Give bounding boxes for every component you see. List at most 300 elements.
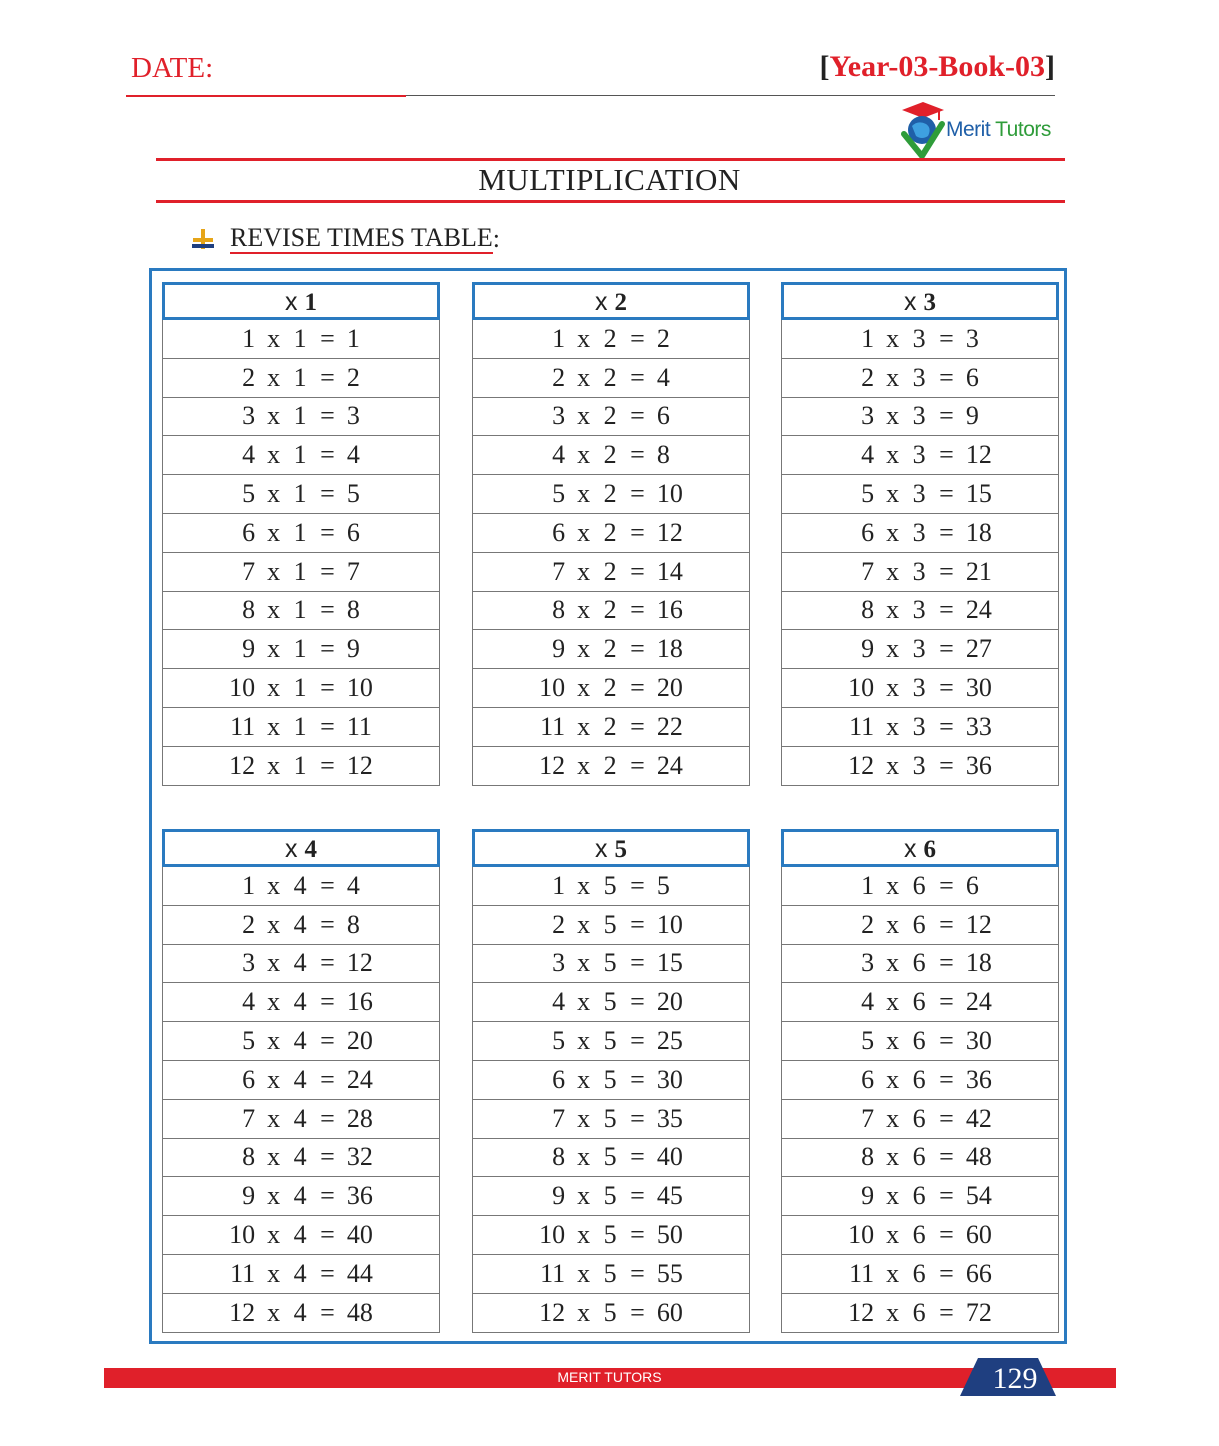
times-sign: x <box>577 401 591 431</box>
multiplier: 2 <box>603 595 617 625</box>
multiplicand: 2 <box>242 909 256 939</box>
merit-tutors-logo <box>898 100 1058 158</box>
multiplier: 1 <box>293 634 307 664</box>
product: 30 <box>965 1026 992 1056</box>
logo-text-merit: Merit <box>946 118 991 141</box>
multiplicand: 10 <box>848 673 875 703</box>
equals-sign: = <box>320 1103 335 1133</box>
multiplicand: 12 <box>539 750 566 780</box>
multiplicand: 3 <box>552 401 566 431</box>
product: 1 <box>346 323 360 353</box>
multiplier: 4 <box>293 1181 307 1211</box>
table-row <box>472 867 750 906</box>
date-label: DATE: <box>131 52 214 84</box>
times-table-5 <box>472 829 750 1333</box>
multiplicand: 11 <box>230 711 256 741</box>
multiplicand: 8 <box>242 1142 256 1172</box>
equals-sign: = <box>320 1142 335 1172</box>
table-row <box>781 1177 1059 1216</box>
equals-sign: = <box>939 401 954 431</box>
multiplier: 2 <box>603 323 617 353</box>
times-sign: x <box>886 323 900 353</box>
multiplicand: 6 <box>552 1064 566 1094</box>
equals-sign: = <box>320 1297 335 1327</box>
equals-sign: = <box>320 595 335 625</box>
table-row <box>162 398 440 437</box>
multiplicand: 4 <box>242 440 256 470</box>
times-table-4 <box>162 829 440 1333</box>
multiplicand: 9 <box>861 1181 875 1211</box>
multiplicand: 4 <box>552 987 566 1017</box>
multiplier: 1 <box>293 479 307 509</box>
table-row <box>781 1294 1059 1333</box>
table-row <box>472 320 750 359</box>
times-sign: x <box>886 362 900 392</box>
product: 12 <box>346 750 373 780</box>
multiplicand: 8 <box>861 595 875 625</box>
table-row <box>781 1139 1059 1178</box>
multiplicand: 2 <box>552 909 566 939</box>
product: 36 <box>346 1181 373 1211</box>
multiplicand: 3 <box>242 401 256 431</box>
table-row <box>162 708 440 747</box>
table-row <box>162 1022 440 1061</box>
multiplier: 1 <box>293 323 307 353</box>
multiplier: 3 <box>912 362 926 392</box>
product: 22 <box>656 711 683 741</box>
multiplier: 4 <box>293 1103 307 1133</box>
table-row <box>162 906 440 945</box>
table-row <box>781 320 1059 359</box>
multiplier: 5 <box>603 1181 617 1211</box>
multiplier: 6 <box>912 1220 926 1250</box>
title-rule-top <box>156 158 1065 161</box>
table-header-prefix: x <box>595 288 608 316</box>
multiplicand: 2 <box>242 362 256 392</box>
equals-sign: = <box>630 1220 645 1250</box>
page-number: 129 <box>992 1362 1038 1395</box>
multiplier: 4 <box>293 909 307 939</box>
table-row <box>781 1255 1059 1294</box>
table-row <box>472 669 750 708</box>
table-row <box>781 1061 1059 1100</box>
multiplicand: 4 <box>552 440 566 470</box>
table-row <box>781 630 1059 669</box>
times-sign: x <box>886 870 900 900</box>
table-row <box>472 747 750 786</box>
multiplier: 5 <box>603 1297 617 1327</box>
multiplicand: 1 <box>861 323 875 353</box>
equals-sign: = <box>320 1026 335 1056</box>
multiplier: 5 <box>603 1103 617 1133</box>
multiplier: 1 <box>293 401 307 431</box>
multiplier: 1 <box>293 362 307 392</box>
product: 20 <box>346 1026 373 1056</box>
multiplier: 6 <box>912 909 926 939</box>
table-row <box>781 359 1059 398</box>
product: 15 <box>965 479 992 509</box>
multiplier: 3 <box>912 517 926 547</box>
times-sign: x <box>267 1103 281 1133</box>
table-row <box>162 320 440 359</box>
multiplier: 1 <box>293 673 307 703</box>
multiplicand: 3 <box>242 948 256 978</box>
times-sign: x <box>886 909 900 939</box>
table-header-prefix: x <box>285 288 298 316</box>
product: 36 <box>965 750 992 780</box>
multiplier: 3 <box>912 750 926 780</box>
equals-sign: = <box>939 909 954 939</box>
multiplicand: 8 <box>242 595 256 625</box>
multiplicand: 1 <box>552 870 566 900</box>
multiplier: 4 <box>293 1064 307 1094</box>
times-sign: x <box>886 517 900 547</box>
times-sign: x <box>577 1142 591 1172</box>
multiplicand: 6 <box>861 1064 875 1094</box>
multiplicand: 4 <box>242 987 256 1017</box>
product: 8 <box>656 440 670 470</box>
times-sign: x <box>577 440 591 470</box>
equals-sign: = <box>630 1026 645 1056</box>
multiplicand: 5 <box>242 1026 256 1056</box>
multiplicand: 7 <box>242 556 256 586</box>
equals-sign: = <box>939 517 954 547</box>
table-row <box>472 1216 750 1255</box>
multiplicand: 5 <box>552 479 566 509</box>
times-sign: x <box>577 479 591 509</box>
multiplier: 6 <box>912 870 926 900</box>
times-sign: x <box>886 1297 900 1327</box>
equals-sign: = <box>939 1220 954 1250</box>
equals-sign: = <box>939 556 954 586</box>
product: 6 <box>965 870 979 900</box>
times-sign: x <box>267 1181 281 1211</box>
product: 12 <box>656 517 683 547</box>
times-sign: x <box>886 1181 900 1211</box>
multiplicand: 9 <box>242 634 256 664</box>
equals-sign: = <box>630 1064 645 1094</box>
multiplicand: 10 <box>848 1220 875 1250</box>
equals-sign: = <box>939 870 954 900</box>
page-title: MULTIPLICATION <box>478 162 741 197</box>
table-row <box>162 747 440 786</box>
multiplier: 3 <box>912 323 926 353</box>
product: 54 <box>965 1181 992 1211</box>
times-sign: x <box>267 1026 281 1056</box>
equals-sign: = <box>320 870 335 900</box>
equals-sign: = <box>320 440 335 470</box>
product: 14 <box>656 556 683 586</box>
multiplicand: 10 <box>229 673 256 703</box>
product: 8 <box>346 909 360 939</box>
times-sign: x <box>886 595 900 625</box>
multiplier: 6 <box>912 1142 926 1172</box>
table-row <box>781 514 1059 553</box>
multiplicand: 6 <box>242 517 256 547</box>
times-sign: x <box>886 750 900 780</box>
product: 27 <box>965 634 992 664</box>
product: 72 <box>965 1297 992 1327</box>
table-row <box>781 747 1059 786</box>
multiplier: 2 <box>603 479 617 509</box>
equals-sign: = <box>630 440 645 470</box>
multiplier: 2 <box>603 673 617 703</box>
section-heading-text: REVISE TIMES TABLE <box>230 223 493 252</box>
multiplicand: 6 <box>861 517 875 547</box>
multiplicand: 9 <box>861 634 875 664</box>
product: 18 <box>965 948 992 978</box>
equals-sign: = <box>630 948 645 978</box>
product: 15 <box>656 948 683 978</box>
table-row <box>472 359 750 398</box>
multiplicand: 2 <box>861 362 875 392</box>
equals-sign: = <box>939 634 954 664</box>
table-header-prefix: x <box>285 835 298 863</box>
table-row <box>162 867 440 906</box>
multiplier: 4 <box>293 1026 307 1056</box>
equals-sign: = <box>630 1181 645 1211</box>
table-row <box>472 1022 750 1061</box>
multiplicand: 7 <box>552 556 566 586</box>
times-sign: x <box>267 1297 281 1327</box>
product: 24 <box>965 595 992 625</box>
multiplier: 3 <box>912 556 926 586</box>
product: 4 <box>656 362 670 392</box>
equals-sign: = <box>320 673 335 703</box>
product: 6 <box>965 362 979 392</box>
product: 30 <box>656 1064 683 1094</box>
multiplicand: 3 <box>861 948 875 978</box>
times-sign: x <box>886 711 900 741</box>
multiplicand: 12 <box>229 750 256 780</box>
product: 10 <box>656 479 683 509</box>
product: 60 <box>656 1297 683 1327</box>
multiplicand: 5 <box>242 479 256 509</box>
product: 48 <box>965 1142 992 1172</box>
multiplier: 5 <box>603 1258 617 1288</box>
equals-sign: = <box>630 1103 645 1133</box>
multiplicand: 11 <box>230 1258 256 1288</box>
table-header-number: 4 <box>304 836 317 863</box>
equals-sign: = <box>939 1181 954 1211</box>
table-header <box>472 282 750 320</box>
section-heading <box>190 224 500 254</box>
multiplier: 4 <box>293 1142 307 1172</box>
table-row <box>162 475 440 514</box>
product: 3 <box>346 401 360 431</box>
product: 8 <box>346 595 360 625</box>
multiplicand: 1 <box>242 870 256 900</box>
product: 30 <box>965 673 992 703</box>
times-sign: x <box>886 1026 900 1056</box>
times-sign: x <box>267 479 281 509</box>
table-row <box>472 708 750 747</box>
product: 32 <box>346 1142 373 1172</box>
table-row <box>781 945 1059 984</box>
equals-sign: = <box>939 1026 954 1056</box>
multiplicand: 11 <box>849 711 875 741</box>
product: 16 <box>656 595 683 625</box>
product: 35 <box>656 1103 683 1133</box>
times-sign: x <box>577 909 591 939</box>
product: 2 <box>346 362 360 392</box>
multiplier: 2 <box>603 750 617 780</box>
equals-sign: = <box>939 987 954 1017</box>
times-sign: x <box>886 634 900 664</box>
equals-sign: = <box>320 987 335 1017</box>
product: 20 <box>656 673 683 703</box>
multiplicand: 7 <box>552 1103 566 1133</box>
table-header <box>162 829 440 867</box>
times-sign: x <box>267 556 281 586</box>
product: 42 <box>965 1103 992 1133</box>
times-sign: x <box>267 987 281 1017</box>
table-row <box>162 553 440 592</box>
times-sign: x <box>886 1103 900 1133</box>
multiplicand: 3 <box>552 948 566 978</box>
multiplier: 4 <box>293 870 307 900</box>
table-row <box>472 906 750 945</box>
title-rule-bottom <box>156 200 1065 203</box>
equals-sign: = <box>630 1258 645 1288</box>
table-row <box>472 630 750 669</box>
table-header-number: 3 <box>923 289 936 316</box>
product: 50 <box>656 1220 683 1250</box>
multiplier: 4 <box>293 948 307 978</box>
times-table-1 <box>162 282 440 786</box>
multiplicand: 5 <box>861 479 875 509</box>
multiplier: 3 <box>912 479 926 509</box>
multiplicand: 10 <box>539 673 566 703</box>
equals-sign: = <box>320 1220 335 1250</box>
product: 12 <box>965 909 992 939</box>
table-header-prefix: x <box>904 288 917 316</box>
table-row <box>162 945 440 984</box>
multiplier: 2 <box>603 634 617 664</box>
multiplier: 2 <box>603 401 617 431</box>
table-row <box>472 1177 750 1216</box>
table-row <box>162 669 440 708</box>
multiplicand: 6 <box>242 1064 256 1094</box>
multiplicand: 11 <box>849 1258 875 1288</box>
table-row <box>781 867 1059 906</box>
table-row <box>472 1294 750 1333</box>
multiplier: 1 <box>293 440 307 470</box>
equals-sign: = <box>630 634 645 664</box>
bullet-icon <box>190 226 216 252</box>
times-sign: x <box>267 401 281 431</box>
table-row <box>162 1177 440 1216</box>
table-row <box>472 1255 750 1294</box>
times-sign: x <box>577 1258 591 1288</box>
multiplicand: 1 <box>552 323 566 353</box>
product: 66 <box>965 1258 992 1288</box>
times-sign: x <box>267 673 281 703</box>
product: 25 <box>656 1026 683 1056</box>
multiplier: 3 <box>912 440 926 470</box>
multiplier: 2 <box>603 440 617 470</box>
multiplicand: 10 <box>229 1220 256 1250</box>
table-row <box>472 945 750 984</box>
multiplicand: 3 <box>861 401 875 431</box>
times-sign: x <box>267 440 281 470</box>
table-row <box>162 359 440 398</box>
multiplicand: 8 <box>552 595 566 625</box>
times-sign: x <box>267 323 281 353</box>
times-sign: x <box>577 362 591 392</box>
product: 20 <box>656 987 683 1017</box>
multiplier: 3 <box>912 711 926 741</box>
equals-sign: = <box>630 673 645 703</box>
product: 33 <box>965 711 992 741</box>
header-divider-accent <box>126 95 406 97</box>
equals-sign: = <box>630 556 645 586</box>
multiplicand: 1 <box>861 870 875 900</box>
table-row <box>162 1100 440 1139</box>
table-row <box>781 475 1059 514</box>
equals-sign: = <box>939 1064 954 1094</box>
table-header-number: 2 <box>614 289 627 316</box>
product: 24 <box>656 750 683 780</box>
multiplier: 5 <box>603 1142 617 1172</box>
equals-sign: = <box>939 750 954 780</box>
equals-sign: = <box>939 440 954 470</box>
equals-sign: = <box>939 711 954 741</box>
table-row <box>162 592 440 631</box>
multiplicand: 12 <box>229 1297 256 1327</box>
book-code-text: Year-03-Book-03 <box>829 50 1045 83</box>
times-sign: x <box>267 1064 281 1094</box>
equals-sign: = <box>630 479 645 509</box>
equals-sign: = <box>939 479 954 509</box>
equals-sign: = <box>320 1258 335 1288</box>
table-row <box>472 436 750 475</box>
table-row <box>162 1139 440 1178</box>
times-sign: x <box>577 1220 591 1250</box>
multiplicand: 6 <box>552 517 566 547</box>
times-sign: x <box>267 362 281 392</box>
multiplicand: 12 <box>539 1297 566 1327</box>
equals-sign: = <box>630 987 645 1017</box>
equals-sign: = <box>939 595 954 625</box>
table-row <box>162 1216 440 1255</box>
multiplier: 6 <box>912 987 926 1017</box>
table-row <box>162 630 440 669</box>
table-header <box>472 829 750 867</box>
logo-text-tutors: Tutors <box>990 118 1051 141</box>
multiplier: 4 <box>293 1297 307 1327</box>
multiplicand: 4 <box>861 987 875 1017</box>
times-sign: x <box>886 479 900 509</box>
multiplicand: 1 <box>242 323 256 353</box>
equals-sign: = <box>320 401 335 431</box>
product: 45 <box>656 1181 683 1211</box>
multiplier: 2 <box>603 517 617 547</box>
table-header-number: 1 <box>304 289 317 316</box>
equals-sign: = <box>630 401 645 431</box>
times-sign: x <box>577 987 591 1017</box>
times-sign: x <box>577 1181 591 1211</box>
equals-sign: = <box>630 750 645 780</box>
product: 12 <box>346 948 373 978</box>
times-sign: x <box>886 1064 900 1094</box>
times-sign: x <box>577 673 591 703</box>
equals-sign: = <box>320 517 335 547</box>
table-row <box>781 436 1059 475</box>
multiplier: 3 <box>912 595 926 625</box>
equals-sign: = <box>939 1297 954 1327</box>
multiplicand: 11 <box>540 1258 566 1288</box>
